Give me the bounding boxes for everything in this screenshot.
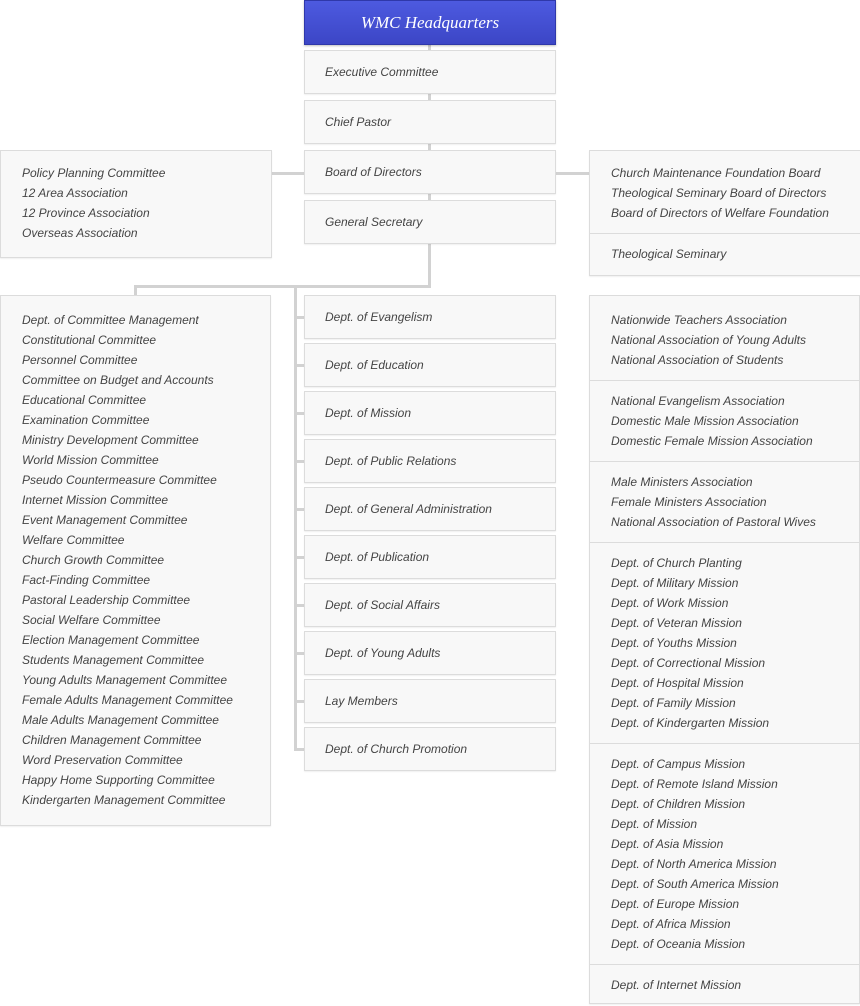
association-item[interactable]: Male Ministers Association [611, 475, 753, 489]
association-item[interactable]: Dept. of Youths Mission [611, 636, 737, 650]
committee-item[interactable]: World Mission Committee [22, 453, 159, 467]
committee-item[interactable]: Pastoral Leadership Committee [22, 593, 191, 607]
headquarters-title: WMC Headquarters [360, 12, 500, 32]
node-label: Dept. of Church Promotion [325, 742, 468, 756]
committee-item[interactable]: Children Management Committee [22, 733, 202, 747]
committee-item[interactable]: Committee on Budget and Accounts [22, 373, 214, 387]
association-item[interactable]: Dept. of Africa Mission [611, 917, 731, 931]
board-left-item[interactable]: Policy Planning Committee [22, 166, 166, 180]
board-left-item[interactable]: Overseas Association [22, 226, 138, 240]
association-item[interactable]: Dept. of Asia Mission [611, 837, 724, 851]
association-item[interactable]: Domestic Female Mission Association [611, 434, 813, 448]
board-right-item[interactable]: Board of Directors of Welfare Foundation [611, 206, 829, 220]
association-section [590, 380, 859, 461]
committee-item[interactable]: Dept. of Committee Management [22, 313, 199, 327]
node-label: Dept. of Evangelism [325, 310, 433, 324]
connector-departments-spine [294, 285, 297, 751]
association-item[interactable]: Female Ministers Association [611, 495, 767, 509]
committee-item[interactable]: Female Adults Management Committee [22, 693, 233, 707]
board-left-box [0, 150, 272, 258]
committee-item[interactable]: Educational Committee [22, 393, 147, 407]
connector-department-tick [294, 556, 304, 559]
association-section [590, 743, 859, 964]
node-label: Board of Directors [325, 165, 422, 179]
association-item[interactable]: National Association of Young Adults [611, 333, 807, 347]
association-item[interactable]: National Association of Students [611, 353, 784, 367]
chief-pastor-node[interactable] [304, 100, 556, 144]
committee-item[interactable]: Personnel Committee [22, 353, 138, 367]
association-item[interactable]: Dept. of Remote Island Mission [611, 777, 778, 791]
association-item[interactable]: Dept. of Kindergarten Mission [611, 716, 770, 730]
connector-department-tick [294, 652, 304, 655]
associations-box [589, 295, 860, 1004]
node-label: Dept. of Young Adults [325, 646, 441, 660]
association-item[interactable]: National Evangelism Association [611, 394, 785, 408]
connector-department-tick [294, 364, 304, 367]
board-right-box [589, 150, 860, 276]
board-right-item[interactable]: Theological Seminary [611, 247, 727, 261]
committee-item[interactable]: Male Adults Management Committee [22, 713, 219, 727]
board-left-item[interactable]: 12 Province Association [22, 206, 150, 220]
association-item[interactable]: Domestic Male Mission Association [611, 414, 799, 428]
committee-item[interactable]: Ministry Development Committee [22, 433, 199, 447]
board-right-item[interactable]: Theological Seminary Board of Directors [611, 186, 827, 200]
association-item[interactable]: Nationwide Teachers Association [611, 313, 787, 327]
connector-department-tick [294, 508, 304, 511]
general-secretary-node[interactable] [304, 200, 556, 244]
node-label: Dept. of Publication [325, 550, 430, 564]
association-item[interactable]: Dept. of Europe Mission [611, 897, 740, 911]
committee-item[interactable]: Young Adults Management Committee [22, 673, 228, 687]
department-node[interactable] [304, 727, 556, 771]
headquarters-node[interactable] [304, 0, 556, 45]
committee-item[interactable]: Constitutional Committee [22, 333, 157, 347]
board-of-directors-node[interactable] [304, 150, 556, 194]
department-node[interactable] [304, 487, 556, 531]
association-item[interactable]: Dept. of Children Mission [611, 797, 746, 811]
department-node[interactable] [304, 343, 556, 387]
committee-item[interactable]: Election Management Committee [22, 633, 200, 647]
committee-item[interactable]: Church Growth Committee [22, 553, 165, 567]
connector-department-tick [294, 748, 304, 751]
node-label: Chief Pastor [325, 115, 392, 129]
node-label: Dept. of General Administration [325, 502, 492, 516]
committees-box [0, 295, 271, 826]
committee-item[interactable]: Examination Committee [22, 413, 150, 427]
association-item[interactable]: Dept. of Family Mission [611, 696, 736, 710]
connector-department-tick [294, 316, 304, 319]
node-label: General Secretary [325, 215, 423, 229]
board-right-section [590, 153, 860, 233]
association-item[interactable]: Dept. of South America Mission [611, 877, 779, 891]
board-left-item[interactable]: 12 Area Association [22, 186, 128, 200]
connector-secretary-down [428, 244, 431, 288]
committee-item[interactable]: Word Preservation Committee [22, 753, 183, 767]
department-node[interactable] [304, 631, 556, 675]
committee-item[interactable]: Students Management Committee [22, 653, 205, 667]
department-node[interactable] [304, 439, 556, 483]
department-node[interactable] [304, 535, 556, 579]
association-item[interactable]: Dept. of Mission [611, 817, 698, 831]
committee-item[interactable]: Internet Mission Committee [22, 493, 169, 507]
connector-department-tick [294, 604, 304, 607]
association-item[interactable]: Dept. of North America Mission [611, 857, 777, 871]
board-right-item[interactable]: Church Maintenance Foundation Board [611, 166, 821, 180]
node-label: Dept. of Mission [325, 406, 412, 420]
association-item[interactable]: Dept. of Internet Mission [611, 978, 742, 992]
association-item[interactable]: Dept. of Hospital Mission [611, 676, 744, 690]
association-section [590, 461, 859, 542]
connector-department-tick [294, 460, 304, 463]
association-section [590, 300, 859, 380]
association-item[interactable]: Dept. of Oceania Mission [611, 937, 746, 951]
node-label: Dept. of Education [325, 358, 424, 372]
node-label: Lay Members [325, 694, 398, 708]
committee-item[interactable]: Happy Home Supporting Committee [22, 773, 215, 787]
departments-column [304, 295, 556, 771]
association-section [590, 964, 859, 1005]
department-node[interactable] [304, 295, 556, 339]
committee-item[interactable]: Social Welfare Committee [22, 613, 161, 627]
department-node[interactable] [304, 391, 556, 435]
association-item[interactable]: Dept. of Work Mission [611, 596, 729, 610]
department-node[interactable] [304, 679, 556, 723]
committee-item[interactable]: Welfare Committee [22, 533, 125, 547]
association-item[interactable]: Dept. of Military Mission [611, 576, 739, 590]
association-section [590, 542, 859, 743]
committee-item[interactable]: Fact-Finding Committee [22, 573, 151, 587]
board-right-section [590, 233, 860, 274]
committee-item[interactable]: Event Management Committee [22, 513, 188, 527]
department-node[interactable] [304, 583, 556, 627]
executive-committee-node[interactable] [304, 50, 556, 94]
committee-item[interactable]: Pseudo Countermeasure Committee [22, 473, 217, 487]
association-item[interactable]: Dept. of Veteran Mission [611, 616, 742, 630]
committee-item[interactable]: Kindergarten Management Committee [22, 793, 226, 807]
connector-board-left [271, 172, 304, 175]
association-item[interactable]: Dept. of Church Planting [611, 556, 742, 570]
association-item[interactable]: Dept. of Campus Mission [611, 757, 746, 771]
connector-department-tick [294, 700, 304, 703]
node-label: Dept. of Public Relations [325, 454, 457, 468]
connector-department-tick [294, 412, 304, 415]
node-label: Dept. of Social Affairs [325, 598, 440, 612]
association-item[interactable]: National Association of Pastoral Wives [611, 515, 816, 529]
node-label: Executive Committee [325, 65, 439, 79]
association-item[interactable]: Dept. of Correctional Mission [611, 656, 766, 670]
connector-board-right [556, 172, 590, 175]
connector-horizontal-branch [134, 285, 431, 288]
